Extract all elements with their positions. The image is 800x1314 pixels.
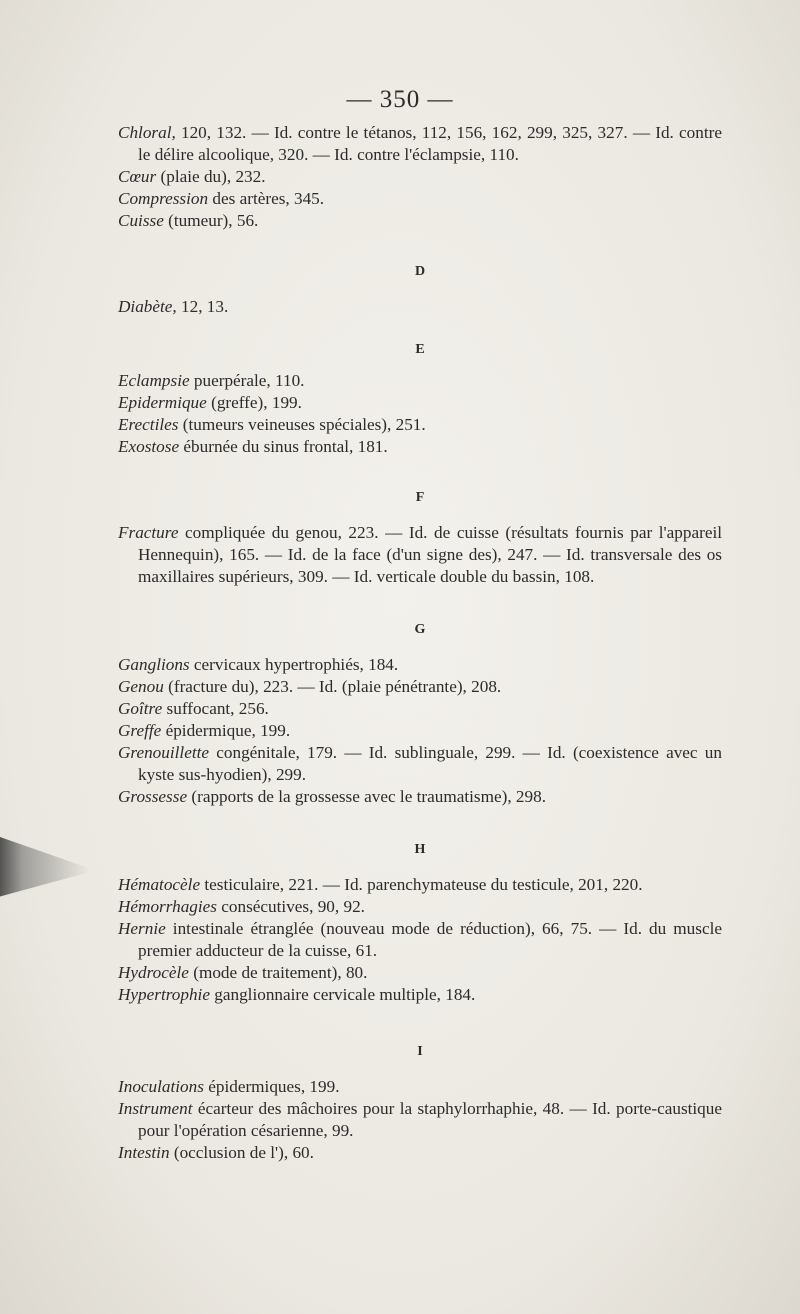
index-section <box>118 488 722 588</box>
index-term: Grenouillette <box>118 743 210 762</box>
index-entry <box>118 210 722 232</box>
index-term: Hémorrhagies <box>118 897 217 916</box>
index-term: Hydrocèle <box>118 963 189 982</box>
index-entry <box>118 962 722 984</box>
index-entry <box>118 166 722 188</box>
page-number: — 350 — <box>346 86 454 113</box>
index-references: suffocant, 256. <box>162 699 269 718</box>
index-entry <box>118 896 722 918</box>
index-references: (fracture du), 223. — Id. (plaie pénétrante), 208. <box>163 677 502 696</box>
index-term: Diabète, <box>118 297 177 316</box>
index-term: Instrument <box>118 1099 193 1118</box>
index-entry <box>118 786 722 808</box>
index-section <box>118 840 722 1006</box>
index-term: Grossesse <box>118 787 188 806</box>
index-references: épidermiques, 199. <box>203 1077 340 1096</box>
section-letter: D <box>414 264 426 279</box>
index-references: 120, 132. — Id. contre le tétanos, 112, 156, 162, 299, 325, 327. — Id. contre le délire alcoolique, 320. — Id. contre l'éclampsie, 110. <box>138 123 722 164</box>
index-references: écarteur des mâchoires pour la staphylorrhaphie, 48. — Id. porte-caustique pour l'opération césarienne, 99. <box>138 1099 722 1140</box>
index-entry <box>118 370 722 392</box>
index-term: Greffe <box>118 721 162 740</box>
index-references: (greffe), 199. <box>206 393 302 412</box>
index-term: Eclampsie <box>118 371 190 390</box>
index-entry <box>118 414 722 436</box>
page-edge-shadow <box>0 830 90 900</box>
section-letter: I <box>417 1044 423 1059</box>
index-term: Fracture <box>118 523 179 542</box>
index-references: compliquée du genou, 223. — Id. de cuisse (résultats fournis par l'appareil Hennequin), 165. — Id. de la face (d'un signe des), 247. — Id. transversale des os maxillaires supérieurs, 309. — Id. verticale double du bassin, 108. <box>138 523 722 586</box>
index-entry <box>118 436 722 458</box>
index-entry <box>118 874 722 896</box>
index-references: testiculaire, 221. — Id. parenchymateuse du testicule, 201, 220. <box>200 875 643 894</box>
index-references: ganglionnaire cervicale multiple, 184. <box>209 985 476 1004</box>
index-term: Erectiles <box>118 415 179 434</box>
index-entry <box>118 122 722 166</box>
index-references: consécutives, 90, 92. <box>217 897 365 916</box>
index-term: Cœur <box>118 167 157 186</box>
index-entry <box>118 522 722 588</box>
index-entry <box>118 188 722 210</box>
index-term: Hématocèle <box>118 875 201 894</box>
index-references: (mode de traitement), 80. <box>188 963 368 982</box>
index-section <box>118 1042 722 1164</box>
index-references: 12, 13. <box>176 297 229 316</box>
index-references: intestinale étranglée (nouveau mode de réduction), 66, 75. — Id. du muscle premier adducteur de la cuisse, 61. <box>138 919 722 960</box>
index-term: Cuisse <box>118 211 164 230</box>
index-entry <box>118 1142 722 1164</box>
index-entry <box>118 720 722 742</box>
index-entry <box>118 1098 722 1142</box>
index-term: Hernie <box>118 919 166 938</box>
index-entry <box>118 676 722 698</box>
index-entry <box>118 698 722 720</box>
index-entry <box>118 984 722 1006</box>
section-letter: E <box>415 342 425 357</box>
index-term: Genou <box>118 677 164 696</box>
section-letter: F <box>415 490 425 505</box>
index-entry <box>118 392 722 414</box>
index-entry <box>118 296 722 318</box>
index-term: Chloral, <box>118 123 176 142</box>
index-section <box>118 262 722 318</box>
index-entry <box>118 654 722 676</box>
index-entry <box>118 742 722 786</box>
index-term: Exostose <box>118 437 180 456</box>
index-section <box>118 620 722 808</box>
index-references: congénitale, 179. — Id. sublinguale, 299. — Id. (coexistence avec un kyste sus-hyodien), 299. <box>138 743 722 784</box>
index-entry <box>118 918 722 962</box>
index-references: puerpérale, 110. <box>189 371 305 390</box>
section-letter: H <box>414 842 426 857</box>
section-letter: G <box>414 622 426 637</box>
index-term: Compression <box>118 189 209 208</box>
index-references: (tumeurs veineuses spéciales), 251. <box>178 415 426 434</box>
index-term: Inoculations <box>118 1077 204 1096</box>
index-references: (plaie du), 232. <box>156 167 266 186</box>
index-references: (tumeur), 56. <box>163 211 259 230</box>
index-references: des artères, 345. <box>208 189 325 208</box>
index-references: cervicaux hypertrophiés, 184. <box>189 655 399 674</box>
index-term: Ganglions <box>118 655 190 674</box>
index-term: Hypertrophie <box>118 985 210 1004</box>
index-references: (occlusion de l'), 60. <box>169 1143 314 1162</box>
index-term: Epidermique <box>118 393 207 412</box>
index-section <box>118 340 722 458</box>
index-term: Intestin <box>118 1143 170 1162</box>
index-references: éburnée du sinus frontal, 181. <box>179 437 388 456</box>
index-references: épidermique, 199. <box>161 721 291 740</box>
index-content <box>118 122 722 1164</box>
index-references: (rapports de la grossesse avec le traumatisme), 298. <box>187 787 546 806</box>
index-term: Goître <box>118 699 163 718</box>
index-section <box>118 122 722 232</box>
index-entry <box>118 1076 722 1098</box>
